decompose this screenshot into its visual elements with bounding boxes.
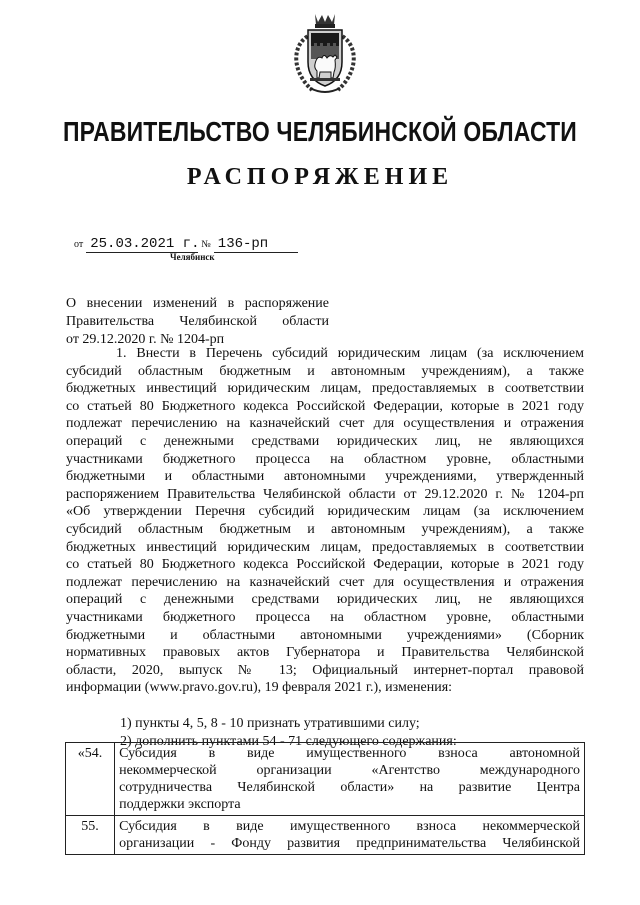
body-line: подлежат перечислению на казначейский счет для осуществления и отражения xyxy=(66,574,584,590)
table-row xyxy=(66,743,585,816)
body-line: распоряжением Правительства Челябинской области от 29.12.2020 г. № 1204-рп xyxy=(66,486,584,502)
document-body xyxy=(66,345,584,697)
body-line: операций с денежными средствами юридических лиц, не являющихся xyxy=(66,592,584,608)
body-line: участниками бюджетного процесса на областном уровне, областными xyxy=(66,451,584,467)
body-line: информации (www.pravo.gov.ru), 19 февраля 2021 г.), изменения: xyxy=(66,680,453,696)
row-number: «54. xyxy=(66,743,115,816)
amendment-item: 1) пункты 4, 5, 8 - 10 признать утратившими силу; xyxy=(120,716,420,731)
table-row xyxy=(66,816,585,855)
row-text-line: Субсидия в виде имущественного взноса автономной xyxy=(119,746,580,761)
row-text-line: организации - Фонду развития предпринимательства Челябинской xyxy=(119,836,580,851)
body-line: нормативных правовых актов Губернатора и Правительства Челябинской xyxy=(66,645,584,661)
row-text-line: сотрудничества Челябинской области» на развитие Центра xyxy=(119,780,580,795)
body-line: подлежат перечислению на казначейский счет для осуществления и отражения xyxy=(66,416,584,432)
body-line: субсидий областным бюджетным и автономным учреждениям), а также xyxy=(66,521,584,537)
amendment-item: 2) дополнить пунктами 54 - 71 следующего содержания: xyxy=(120,733,457,749)
row-description xyxy=(115,816,585,855)
document-subject xyxy=(66,295,329,349)
body-line: бюджетными и областными автономными учреждениями, утвержденный xyxy=(66,469,584,485)
subject-line: от 29.12.2020 г. № 1204-рп xyxy=(66,332,225,347)
body-line: «Об утверждении Перечня субсидий юридическим лицам (за исключением xyxy=(66,504,584,520)
body-line: области, 2020, выпуск № 13; Официальный интернет-портал правовой xyxy=(66,662,584,678)
document-meta xyxy=(74,236,298,253)
subsidies-table xyxy=(65,742,585,855)
document-number: 136-рп xyxy=(214,236,298,253)
body-line: со статьей 80 Бюджетного кодекса Российской Федерации, которые в 2021 году xyxy=(66,557,584,573)
body-line: со статьей 80 Бюджетного кодекса Российской Федерации, которые в 2021 году xyxy=(66,398,584,414)
row-text-line: некоммерческой организации «Агентство международного xyxy=(119,763,580,778)
row-number: 55. xyxy=(66,816,115,855)
number-label: № xyxy=(201,239,211,250)
document-date: 25.03.2021 г. xyxy=(86,236,198,253)
body-line: бюджетных инвестиций юридическим лицам, предоставляемых в соответствии xyxy=(66,381,584,397)
date-label: от xyxy=(74,239,84,250)
subject-line: О внесении изменений в распоряжение xyxy=(66,296,329,311)
coat-of-arms-emblem xyxy=(282,8,368,98)
document-type: РАСПОРЯЖЕНИЕ xyxy=(186,164,454,190)
body-line: участниками бюджетного процесса на областном уровне, областными xyxy=(66,609,584,625)
body-line: бюджетных инвестиций юридическим лицам, предоставляемых в соответствии xyxy=(66,539,584,555)
city-label: Челябинск xyxy=(170,252,215,262)
body-line: субсидий областным бюджетным и автономным учреждениям), а также xyxy=(66,363,584,379)
body-line: бюджетными и областными автономными учреждениями» (Сборник xyxy=(66,627,584,643)
row-text-line: Субсидия в виде имущественного взноса некоммерческой xyxy=(119,819,580,834)
government-title: ПРАВИТЕЛЬСТВО ЧЕЛЯБИНСКОЙ ОБЛАСТИ xyxy=(63,116,577,147)
body-line: операций с денежными средствами юридических лиц, не являющихся xyxy=(66,433,584,449)
row-description xyxy=(115,743,585,816)
body-line: 1. Внести в Перечень субсидий юридическим лицам (за исключением xyxy=(116,346,584,361)
subject-line: Правительства Челябинской области xyxy=(66,314,329,329)
row-text-line: поддержки экспорта xyxy=(119,797,241,812)
